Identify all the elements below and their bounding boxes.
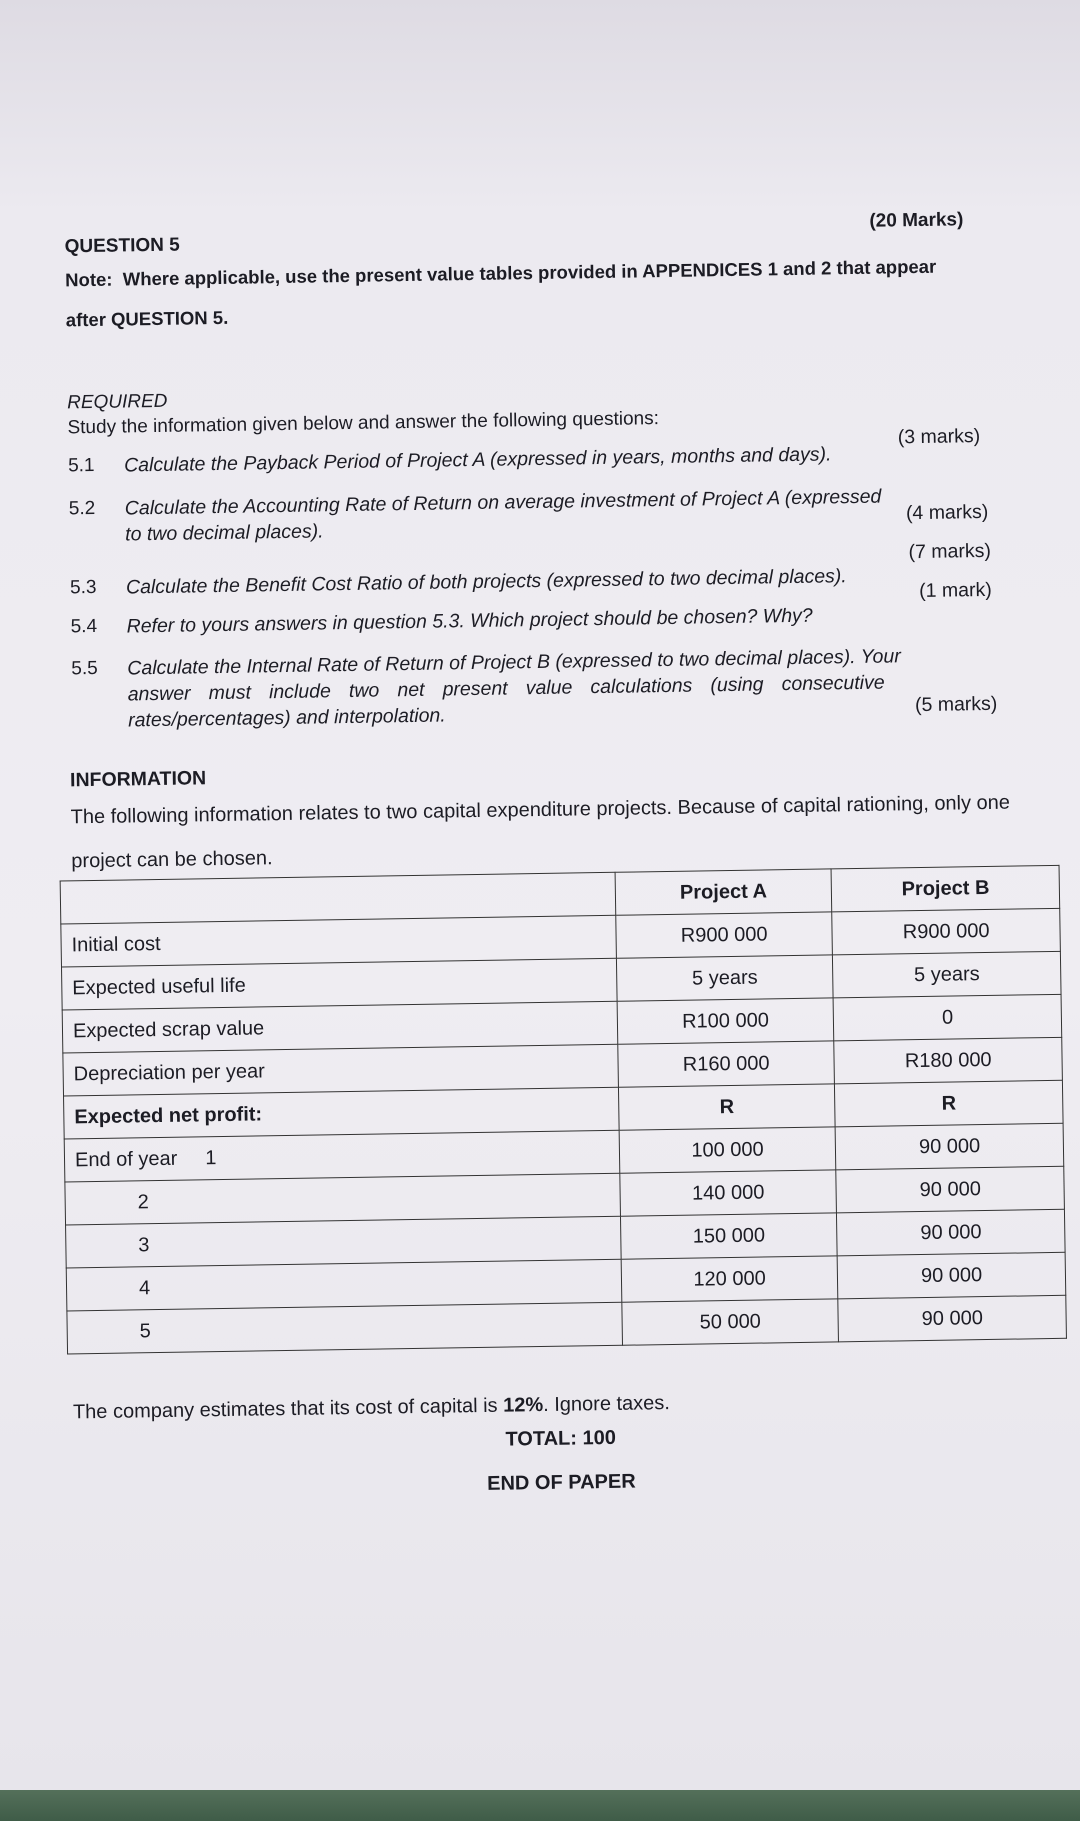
year-label-cell: [67, 1302, 622, 1354]
year-label: End of year: [74, 1147, 178, 1171]
question-marks-5-3: (7 marks): [908, 539, 992, 564]
required-heading: REQUIRED: [66, 390, 168, 414]
total-marks: TOTAL: 100: [505, 1426, 617, 1451]
project-a-value: 150 000: [620, 1213, 837, 1259]
cost-text: The company estimates that its cost of capital is: [72, 1394, 504, 1424]
project-a-value: 140 000: [620, 1170, 837, 1216]
project-b-value: R: [835, 1080, 1063, 1127]
question-title: QUESTION 5: [64, 234, 180, 258]
project-b-value: 90 000: [838, 1295, 1066, 1342]
question-number: 5.4: [70, 615, 98, 638]
cost-rate: 12%: [502, 1394, 544, 1417]
note-label: Note:: [65, 268, 113, 291]
cost-of-capital-line: [73, 1392, 670, 1424]
information-text-2: project can be chosen.: [71, 847, 273, 873]
question-text: rates/percentages) and interpolation.: [127, 704, 446, 732]
project-b-value: R180 000: [834, 1037, 1062, 1084]
question-marks-5-4: (1 mark): [919, 578, 992, 603]
table-header-cell: Project B: [831, 865, 1059, 912]
row-label: Expected net profit:: [64, 1087, 619, 1139]
row-label: Expected useful life: [61, 958, 616, 1010]
row-label: Depreciation per year: [63, 1044, 618, 1096]
question-number: 5.5: [71, 657, 98, 680]
question-marks-5-5: (5 marks): [914, 692, 998, 717]
end-of-paper: END OF PAPER: [486, 1470, 636, 1495]
cost-text-end: . Ignore taxes.: [542, 1392, 671, 1417]
project-b-value: 0: [833, 994, 1061, 1041]
project-b-value: 90 000: [836, 1166, 1064, 1213]
project-a-value: R900 000: [616, 912, 833, 958]
question-text: Calculate the Internal Rate of Return of Project B (expressed to two decimal places). Your: [127, 645, 901, 680]
question-number: 5.2: [68, 497, 96, 520]
required-intro: Study the information given below and answer the following questions:: [67, 408, 660, 439]
question-text: Calculate the Accounting Rate of Return on average investment of Project A (expressed: [124, 485, 882, 520]
question-text: to two decimal places).: [125, 520, 324, 546]
question-text: Refer to yours answers in question 5.3. Which project should be chosen? Why?: [126, 604, 813, 638]
project-b-value: 90 000: [837, 1252, 1065, 1299]
project-b-value: 90 000: [835, 1123, 1063, 1170]
project-b-value: 90 000: [837, 1209, 1065, 1256]
note-text: Where applicable, use the present value tables provided in APPENDICES 1 and 2 that appear: [122, 255, 937, 290]
question-number: 5.3: [69, 576, 97, 599]
note-line: [65, 256, 936, 292]
information-text: The following information relates to two capital expenditure projects. Because of capital rationing, only one: [70, 791, 1011, 829]
question-number: 5.1: [67, 454, 95, 477]
project-a-value: 5 years: [616, 955, 833, 1001]
project-b-value: 5 years: [833, 951, 1061, 998]
row-label: Expected scrap value: [62, 1001, 617, 1053]
project-a-value: R: [618, 1084, 835, 1130]
question-marks: (20 Marks): [869, 209, 964, 232]
year-number: 3: [138, 1233, 150, 1256]
project-a-value: 120 000: [621, 1256, 838, 1302]
row-label: Initial cost: [61, 915, 616, 967]
project-a-value: R100 000: [617, 998, 834, 1044]
project-a-value: 100 000: [619, 1127, 836, 1173]
project-b-value: R900 000: [832, 908, 1060, 955]
year-number: 4: [138, 1276, 151, 1299]
note-line-2: after QUESTION 5.: [65, 306, 229, 331]
year-number: 1: [205, 1146, 217, 1169]
question-text: answer must include two net present value calculations (using consecutive: [127, 671, 885, 706]
question-marks-5-2: (4 marks): [905, 500, 989, 525]
question-marks-5-1: (3 marks): [897, 425, 981, 449]
information-heading: INFORMATION: [69, 767, 207, 792]
question-text: Calculate the Payback Period of Project A (expressed in years, months and days).: [123, 443, 832, 477]
project-a-value: R160 000: [618, 1041, 835, 1087]
project-a-value: 50 000: [622, 1299, 839, 1345]
year-number: 2: [137, 1190, 149, 1213]
projects-table: [60, 865, 1067, 1355]
year-number: 5: [139, 1319, 151, 1342]
table-header-cell: Project A: [615, 869, 832, 915]
question-text: Calculate the Benefit Cost Ratio of both projects (expressed to two decimal places).: [125, 565, 847, 599]
